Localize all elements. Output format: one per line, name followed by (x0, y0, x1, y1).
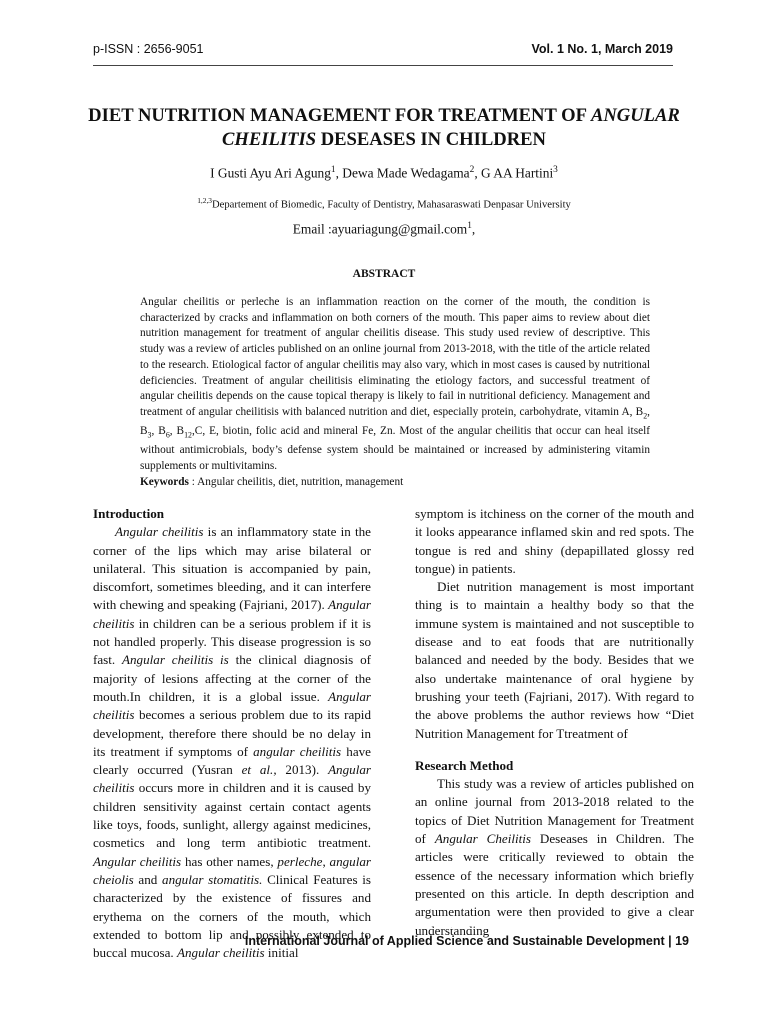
italic-term: angular cheiolis (93, 853, 371, 887)
italic-term: et al., (241, 762, 277, 778)
author-sup: 3 (553, 165, 558, 175)
abstract-heading: ABSTRACT (352, 268, 416, 280)
abstract-sub: 3 (147, 430, 152, 440)
abstract-sub: 2 (643, 411, 648, 421)
body-text: is an inflammatory state in the corner of the lips which may arise bilateral or unilateral. This situation is accompanied by pain, discomfort, sometimes bleeding, and it can interfere with chewing and speaking (Fajriani, 2017). (93, 524, 371, 613)
abstract-body (140, 295, 650, 474)
body-text: occurs more in children and it is caused by children sensitivity against certain contact agents like toys, foods, sunlight, allergy against medicines, cosmetics and long term antibiotic treatment. (93, 780, 371, 851)
italic-term: Angular cheilitis (93, 762, 371, 796)
abstract-sub: 12 (184, 430, 192, 440)
section-heading-research-method: Research Method (415, 757, 514, 773)
italic-term: Angular cheilitis (115, 524, 204, 540)
left-column (93, 505, 371, 962)
affiliation-text: Departement of Biomedic, Faculty of Dentistry, Mahasaraswati Denpasar University (212, 199, 571, 211)
author-name: , G AA Hartini (474, 165, 554, 181)
keywords-line (140, 476, 650, 488)
italic-term: Angular cheilitis (93, 853, 182, 869)
right-column (415, 505, 694, 940)
introduction-paragraph (93, 523, 371, 962)
running-footer: International Journal of Applied Science and Sustainable Development | 19 (244, 934, 689, 948)
email-text[interactable]: Email :ayuariagung@gmail.com (292, 221, 468, 237)
italic-term: Angular cheilitis (93, 597, 371, 631)
affiliation-sup: 1,2,3 (197, 196, 212, 205)
abstract-text: , B (151, 424, 166, 437)
keywords-label: Keywords (140, 476, 189, 488)
email-tail: , (471, 221, 476, 237)
title-text: DIET NUTRITION MANAGEMENT FOR TREATMENT OF (88, 105, 591, 126)
body-text: Clinical Features is characterized by the existence of fissures and erythema on the corners of the mouth, which extended to bottom lip and possibly extended to buccal mucosa. (93, 871, 371, 961)
italic-term: Angular cheilitis is (122, 652, 229, 668)
header-divider (93, 65, 673, 66)
author-list (80, 165, 688, 181)
volume-label: Vol. 1 No. 1, March 2019 (531, 42, 673, 56)
italic-term: Angular cheilitis (176, 945, 265, 961)
italic-term: Angular cheilitis (93, 688, 371, 723)
author-sup: 1 (330, 165, 336, 175)
body-text: becomes a serious problem due to its rapid development, therefore there should be no delay in its treatment if symptoms of (93, 707, 371, 759)
abstract-text: , B (169, 424, 185, 437)
section-gap (415, 743, 694, 757)
author-name: I Gusti Ayu Ari Agung (210, 165, 331, 181)
body-text: initial (264, 945, 299, 961)
italic-term: angular cheilitis (253, 743, 342, 759)
author-sup: 2 (469, 165, 475, 175)
body-text: 2013). (276, 762, 329, 778)
abstract-text: ,C, E, biotin, folic acid and mineral Fe, Zn. Most of the angular cheilitis that occur can heal itself without antimicrobials, body’s defense system should be maintained or increased by administering vitamin supplements or multivitamins. (140, 424, 651, 472)
introduction-continued: symptom is itchiness on the corner of the mouth and it looks appearance inflamed skin and red spots. The tongue is red and shiny (depapillated glossy red tongue) in patients. (415, 506, 694, 576)
author-name: , Dewa Made Wedagama (335, 165, 470, 181)
research-method-paragraph (415, 775, 694, 940)
title-text-end: DESEASES IN CHILDREN (316, 129, 546, 150)
body-text: the clinical diagnosis of majority of lesions affecting at the corner of the mouth.In children, it is a global issue. (93, 652, 372, 704)
italic-term: perleche (277, 853, 323, 869)
body-text: has other names, (181, 853, 278, 869)
paper-title (88, 104, 680, 152)
email-line (80, 221, 688, 237)
footer-divider (93, 928, 689, 929)
body-text: and (133, 871, 163, 887)
abstract-sub: 6 (165, 430, 170, 440)
abstract-text: Angular cheilitis or perleche is an inflammation reaction on the corner of the mouth, the condition is characterized by cracks and inflammation on both corners of the mouth. This paper aims to review about diet nutrition management for treatment of angular cheilitis disease. This study used review of descriptive. This study was a review of articles published on an online journal from 2013-2018, with the title of the article related to the research. Etiological factor of angular cheilitis may also vary, which in most cases is caused by nutritional deficiencies. Treatment of angular cheilitisis eliminating the etiology factors, and successful treatment of angular cheilitis depends on the cause topical therapy is likely to fail in nutritional deficiency. Management and treatment of angular cheilitisis with balanced nutrition and diet, especially protein, carbohydrate, vitamin A, B (140, 296, 650, 418)
italic-term: Angular Cheilitis (434, 831, 532, 847)
body-text: , (322, 853, 330, 869)
body-text: in children can be a serious problem if it is not handled properly. This disease progression is so fast. (93, 615, 371, 668)
affiliation (80, 196, 688, 211)
title-italic: ANGULAR CHEILITIS (222, 105, 680, 150)
email-sup: 1 (467, 221, 472, 231)
abstract-text: , B (140, 405, 650, 437)
keywords-text: : Angular cheilitis, diet, nutrition, management (188, 476, 404, 488)
section-heading-introduction: Introduction (93, 506, 165, 521)
issn-label: p-ISSN : 2656-9051 (93, 42, 204, 56)
italic-term: angular stomatitis. (162, 871, 263, 887)
body-text: Deseases in Children. The articles were critically reviewed to obtain the essence of the necessary information which briefly presented on this article. In depth description and argumentation were then provided to give a clear understanding (415, 831, 694, 938)
body-text: This study was a review of articles published on an online journal from 2013-2018 related to the topics of Diet Nutrition Management for Treatment of (415, 776, 694, 847)
body-text: have clearly occurred (Yusran (93, 743, 371, 778)
diet-management-paragraph: Diet nutrition management is most important thing is to maintain a healthy body so that the immune system is maintained and not susceptible to disease and to eat foods that are nutritionally balanced and needed by the body. Besides that we also undertake maintenance of oral hygiene by brushing your teeth (Fajriani, 2017). With regard to the above problems the author reviews how “Diet Nutrition Management for Ttreatment of (415, 579, 694, 741)
